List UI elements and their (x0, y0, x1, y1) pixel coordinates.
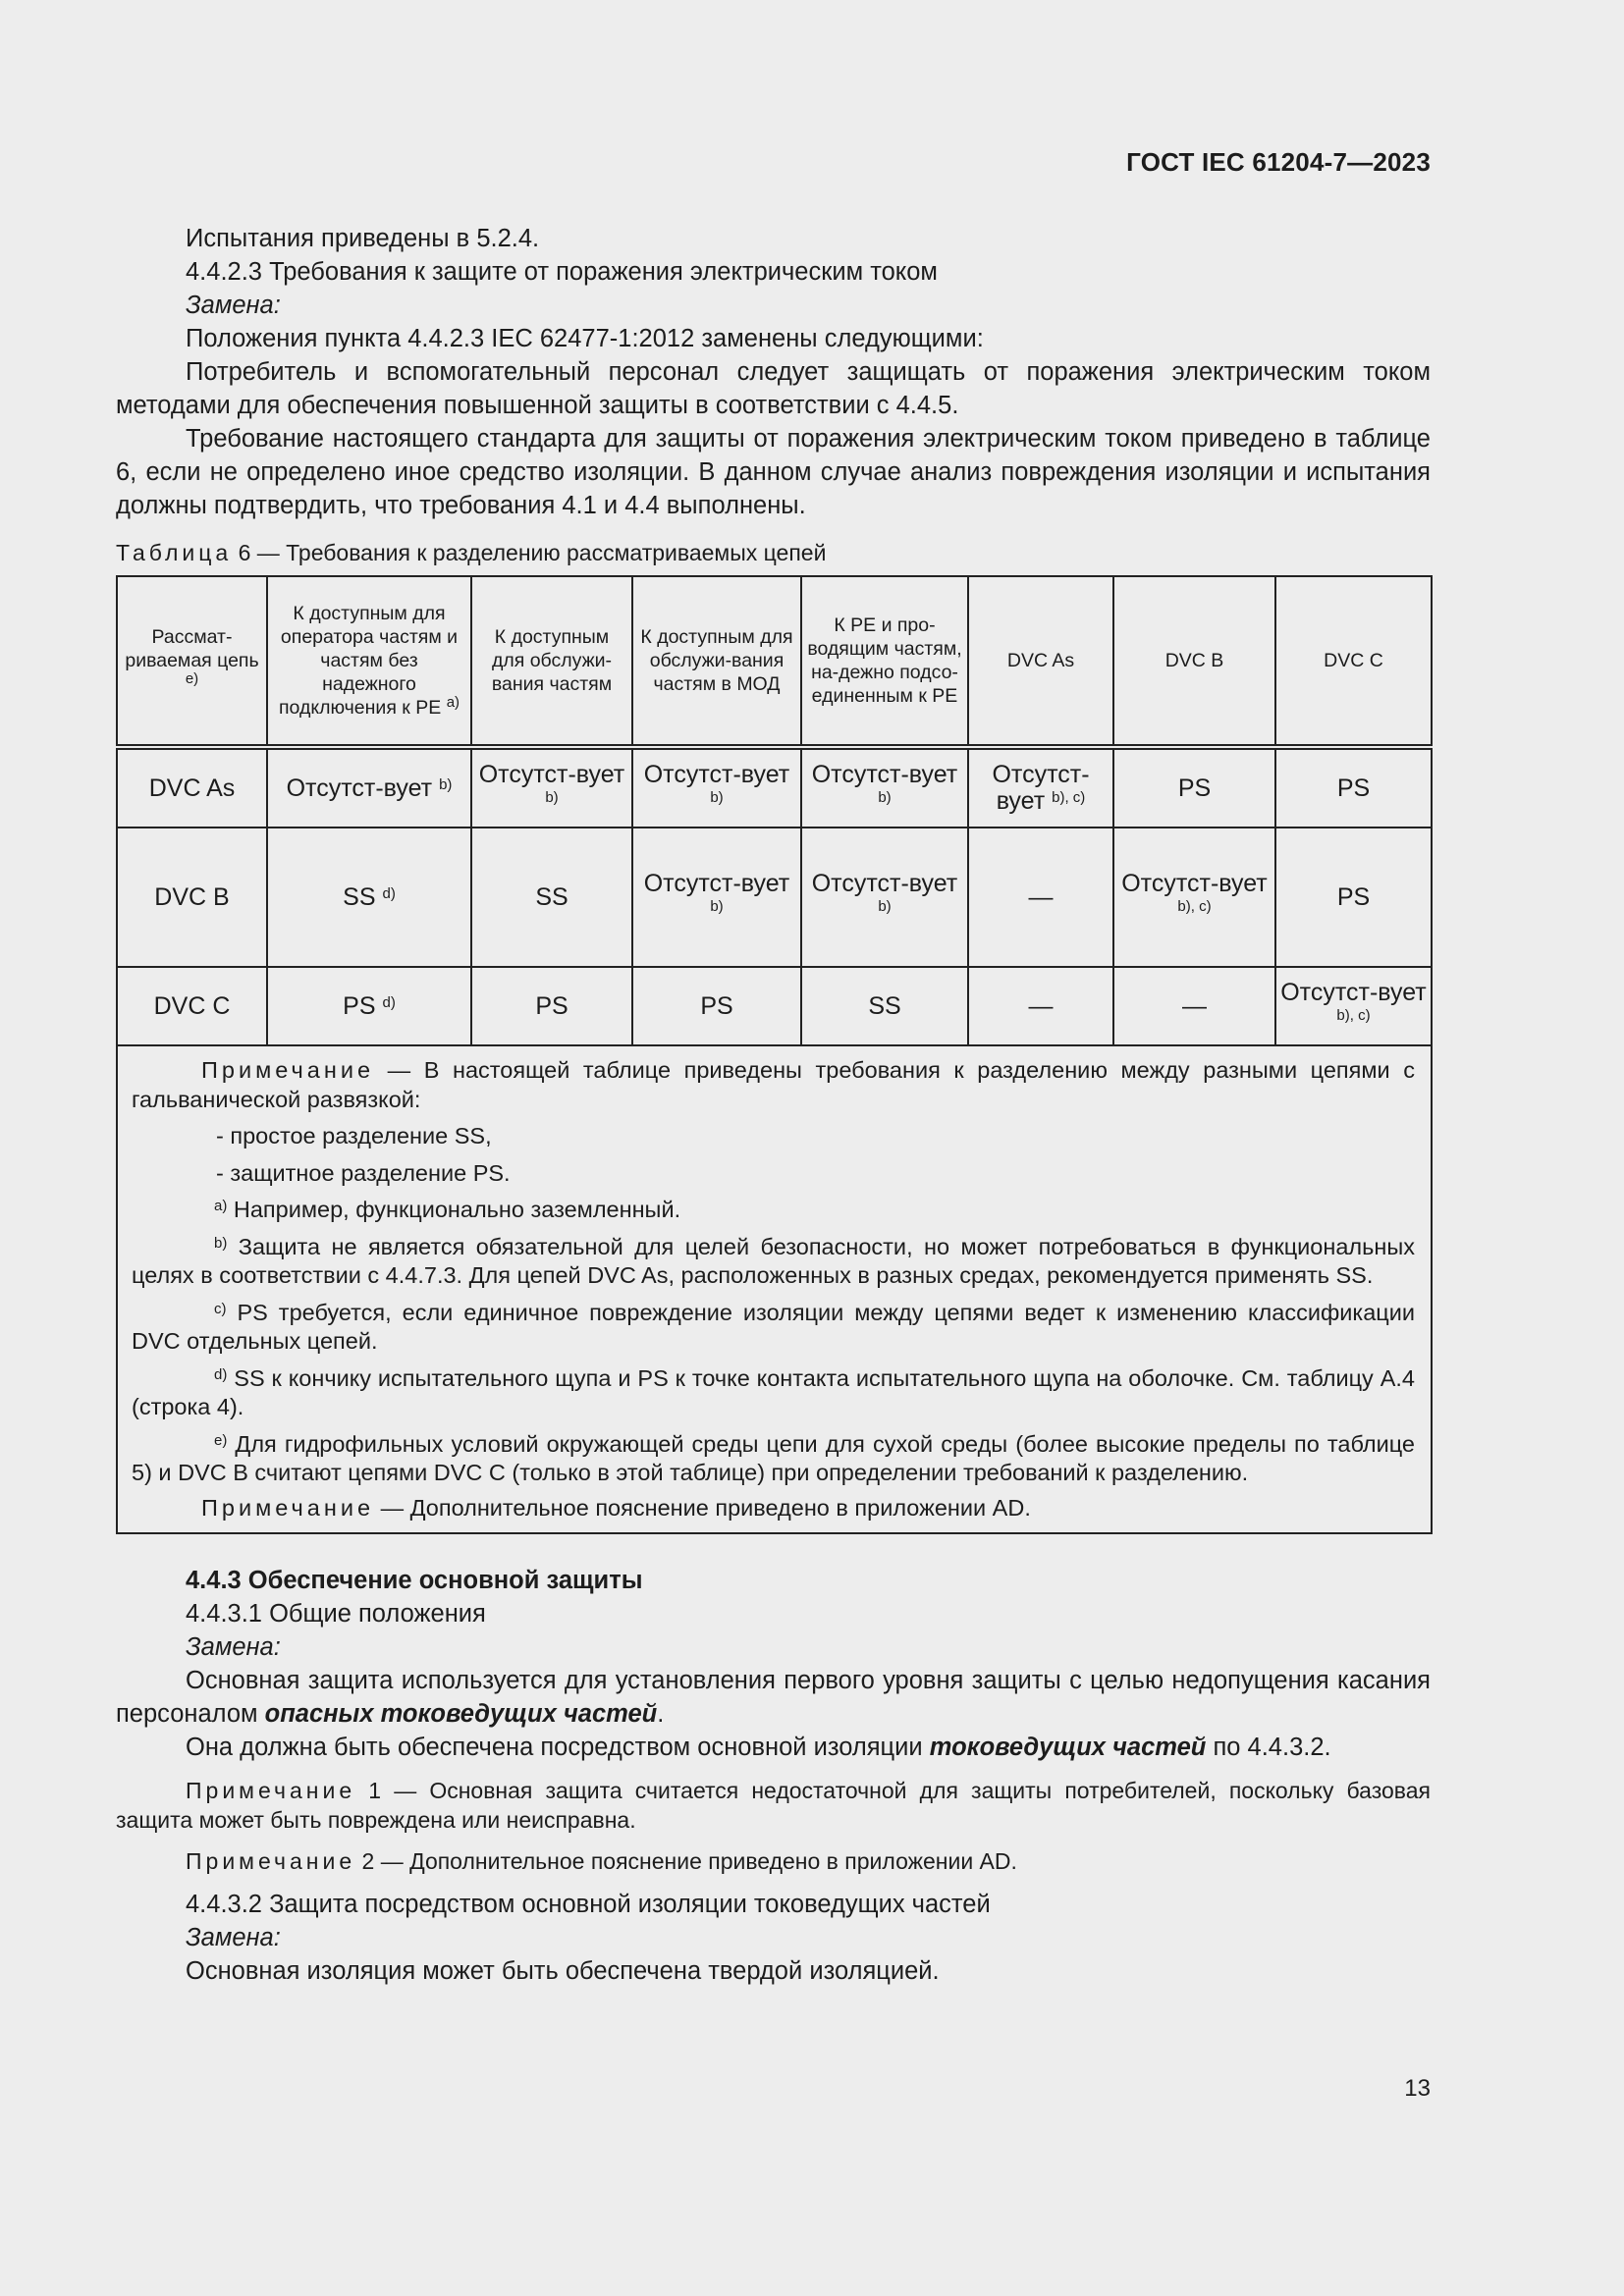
table-cell: Отсутст-вует $^{b)}$ (801, 828, 968, 967)
footnote-e: $^{e)}$ Для гидрофильных условий окружающей среды цепи для сухой среды (более высокие пределы по таблице 5) и DVC B считают цепями DVC C (только в этой таблице) при определении требований к разделению. (132, 1430, 1415, 1485)
section-paragraph: Основная изоляция может быть обеспечена твердой изоляцией. (186, 1957, 940, 1985)
table-cell: PS (1113, 747, 1275, 828)
footnote-a: $^{a)}$ Например, функционально заземленный. (214, 1197, 681, 1222)
note-list-item: - защитное разделение PS. (216, 1159, 511, 1186)
note-list-item: - простое разделение SS, (216, 1123, 492, 1148)
row-label-cell: DVC As (117, 747, 267, 828)
header-cell: DVC C (1275, 576, 1432, 747)
table-cell: SS (471, 828, 632, 967)
header-cell: Рассмат-риваемая цепь $^{e)}$ (117, 576, 267, 747)
table-cell: Отсутст-вует $^{b)}$ (267, 747, 471, 828)
table-cell: — (968, 828, 1113, 967)
table-final-note: Примечание — Дополнительное пояснение приведено в приложении AD. (201, 1494, 1031, 1521)
table-cell: SS $^{d)}$ (267, 828, 471, 967)
table-row (117, 747, 1432, 828)
clause-heading: 4.4.2.3 Требования к защите от поражения электрическим током (186, 258, 938, 286)
table-note: Примечание — В настоящей таблице приведены требования к разделению между разными цепями с гальванической развязкой: (132, 1057, 1415, 1112)
intro-paragraph: Положения пункта 4.4.2.3 IEC 62477-1:2012 заменены следующими: (186, 325, 984, 352)
row-label-cell: DVC B (117, 828, 267, 967)
replacement-label: Замена: (186, 292, 281, 319)
table-cell: PS (1275, 747, 1432, 828)
table-row (117, 828, 1432, 967)
section-note-2: Примечание 2 — Дополнительное пояснение приведено в приложении AD. (186, 1848, 1017, 1874)
table-cell: Отсутст-вует $^{b), c)}$ (1113, 828, 1275, 967)
intro-paragraph: Испытания приведены в 5.2.4. (186, 225, 540, 252)
footnote-d: $^{d)}$ SS к кончику испытательного щупа и PS к точке контакта испытательного щупа на оболочке. См. таблицу A.4 (строка 4). (132, 1364, 1415, 1419)
header-cell: DVC B (1113, 576, 1275, 747)
table-header-row (117, 576, 1432, 747)
replacement-label: Замена: (186, 1633, 281, 1661)
table-note-cell (117, 1045, 1432, 1533)
table-caption-label: Таблица (116, 540, 233, 565)
table-cell: — (1113, 967, 1275, 1045)
table-cell: PS (471, 967, 632, 1045)
table-cell: Отсутст-вует $^{b)}$ (801, 747, 968, 828)
table-row (117, 967, 1432, 1045)
subsection-heading: 4.4.3.1 Общие положения (186, 1600, 486, 1628)
section-note-1: Примечание 1 — Основная защита считается недостаточной для защиты потребителей, поскольку базовая защита может быть повреждена или неисправна. (116, 1778, 1432, 1833)
header-cell: К доступным для оператора частям и частям без надежного подключения к PE $^{a)}$ (267, 576, 471, 747)
table-cell: SS (801, 967, 968, 1045)
replacement-label: Замена: (186, 1924, 281, 1951)
separation-requirements-table (116, 575, 1433, 1534)
table-cell: Отсутст-вует $^{b), c)}$ (1275, 967, 1432, 1045)
intro-paragraph: Требование настоящего стандарта для защиты от поражения электрическим током приведено в таблице 6, если не определено иное средство изоляции. В данном случае анализ повреждения изоляции и испытания должны подтвердить, что требования 4.1 и 4.4 выполнены. (116, 425, 1431, 519)
table-cell: PS (1275, 828, 1432, 967)
page-content (116, 222, 1431, 1988)
header-cell: К доступным для обслужи-вания частям (471, 576, 632, 747)
intro-paragraph: Потребитель и вспомогательный персонал следует защищать от поражения электрическим током методами для обеспечения повышенной защиты в соответствии с 4.4.5. (116, 358, 1431, 419)
table-cell: — (968, 967, 1113, 1045)
header-cell: К доступным для обслужи-вания частям в МОД (632, 576, 801, 747)
table-cell: Отсутст-вует $^{b)}$ (471, 747, 632, 828)
table-cell: Отсутст-вует $^{b)}$ (632, 747, 801, 828)
footnote-c: $^{c)}$ PS требуется, если единичное повреждение изоляции между цепями ведет к изменению классификации DVC отдельных цепей. (132, 1299, 1415, 1354)
header-cell: К PE и про-водящим частям, на-дежно подсо-единенным к PE (801, 576, 968, 747)
section-paragraph: Основная защита используется для установления первого уровня защиты с целью недопущения касания персоналом опасных токоведущих частей. (116, 1667, 1431, 1728)
table-cell: PS $^{d)}$ (267, 967, 471, 1045)
row-label-cell: DVC C (117, 967, 267, 1045)
table-caption-text: 6 — Требования к разделению рассматриваемых цепей (238, 540, 827, 565)
table-cell: PS (632, 967, 801, 1045)
footnote-b: $^{b)}$ Защита не является обязательной для целей безопасности, но может потребоваться в функциональных целях в соответствии с 4.4.7.3. Для цепей DVC As, расположенных в разных средах, рекомендуется применять SS. (132, 1233, 1415, 1288)
subsection-heading: 4.4.3.2 Защита посредством основной изоляции токоведущих частей (186, 1891, 991, 1918)
section-paragraph: Она должна быть обеспечена посредством основной изоляции токоведущих частей по 4.4.3.2. (186, 1734, 1331, 1761)
table-note-row (117, 1045, 1432, 1533)
table-cell: Отсутст-вует $^{b)}$ (632, 828, 801, 967)
header-cell: DVC As (968, 576, 1113, 747)
table-cell: Отсутст-вует $^{b), c)}$ (968, 747, 1113, 828)
document-id-header: ГОСТ IEC 61204-7—2023 (1126, 147, 1431, 177)
section-heading: 4.4.3 Обеспечение основной защиты (186, 1567, 643, 1594)
page-number: 13 (1404, 2075, 1431, 2102)
table-caption (116, 536, 1431, 569)
